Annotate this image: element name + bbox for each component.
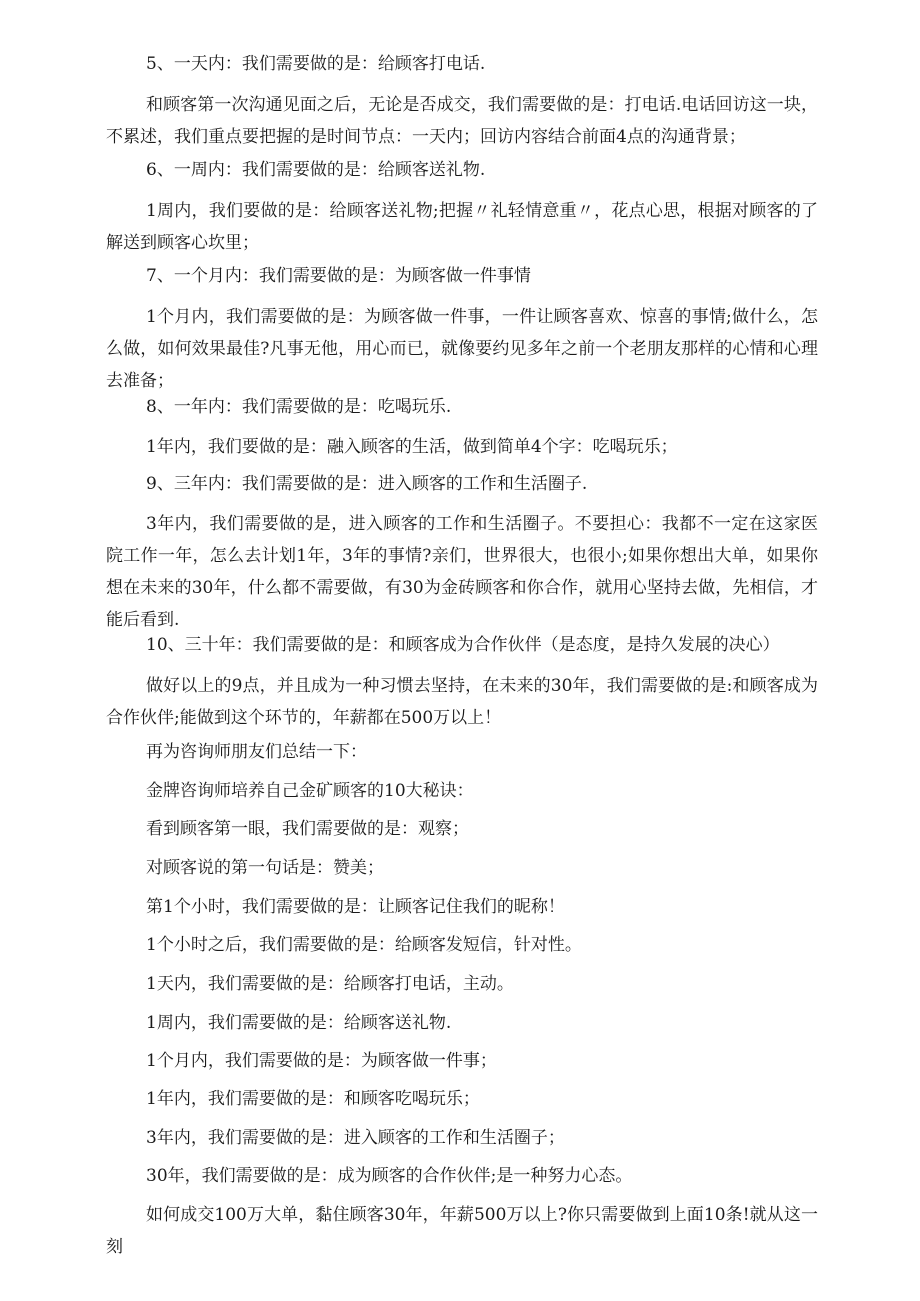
list-item: 30年，我们需要做的是：成为顾客的合作伙伴;是一种努力心态。 [146, 1166, 633, 1186]
list-item: 1个小时之后，我们需要做的是：给顾客发短信，针对性。 [146, 935, 582, 955]
list-item: 1周内，我们需要做的是：给顾客送礼物. [146, 1013, 452, 1033]
paragraph-body: 1个月内，我们需要做的是：为顾客做一件事，一件让顾客喜欢、惊喜的事情;做什么，怎么做，如何效果最佳?凡事无他，用心而已，就像要约见多年之前一个老朋友那样的心情和心理去准备； [106, 307, 818, 391]
list-item: 1年内，我们需要做的是：和顾客吃喝玩乐； [146, 1089, 480, 1109]
paragraph-heading-5: 5、一天内：我们需要做的是：给顾客打电话. [146, 54, 486, 74]
paragraph-closing: 如何成交100万大单，黏住顾客30年，年薪500万以上?你只需要做到上面10条!就从这一刻 [106, 1205, 818, 1257]
list-item: 3年内，我们需要做的是：进入顾客的工作和生活圈子； [146, 1128, 565, 1148]
paragraph-summary-intro: 再为咨询师朋友们总结一下： [146, 742, 367, 762]
list-item: 第1个小时，我们需要做的是：让顾客记住我们的昵称！ [146, 897, 565, 917]
list-item: 看到顾客第一眼，我们需要做的是：观察； [146, 819, 469, 839]
paragraph-body: 做好以上的9点，并且成为一种习惯去坚持，在未来的30年，我们需要做的是:和顾客成为合作伙伴;能做到这个环节的，年薪都在500万以上！ [106, 676, 818, 728]
paragraph-heading-9: 9、三年内：我们需要做的是：进入顾客的工作和生活圈子. [146, 474, 588, 494]
paragraph-heading-10: 10、三十年：我们需要做的是：和顾客成为合作伙伴（是态度，是持久发展的决心） [146, 635, 780, 655]
paragraph-body: 和顾客第一次沟通见面之后，无论是否成交，我们需要做的是：打电话.电话回访这一块，不累述，我们重点要把握的是时间节点：一天内；回访内容结合前面4点的沟通背景； [106, 95, 818, 147]
paragraph-heading-8: 8、一年内：我们需要做的是：吃喝玩乐. [146, 397, 452, 417]
paragraph-body: 1年内，我们要做的是：融入顾客的生活，做到简单4个字：吃喝玩乐； [146, 437, 678, 457]
paragraph-body: 1周内，我们要做的是：给顾客送礼物;把握〃礼轻情意重〃，花点心思，根据对顾客的了解送到顾客心坎里； [106, 201, 818, 253]
list-item: 1天内，我们需要做的是：给顾客打电话，主动。 [146, 974, 514, 994]
list-item: 1个月内，我们需要做的是：为顾客做一件事； [146, 1051, 497, 1071]
paragraph-heading-6: 6、一周内：我们需要做的是：给顾客送礼物. [146, 160, 486, 180]
paragraph-summary-title: 金牌咨询师培养自己金矿顾客的10大秘诀： [146, 781, 474, 801]
paragraph-body: 3年内，我们需要做的是，进入顾客的工作和生活圈子。不要担心：我都不一定在这家医院工作一年，怎么去计划1年，3年的事情?亲们，世界很大，也很小;如果你想出大单，如果你想在未来的30年，什么都不需要做，有30为金砖顾客和你合作，就用心坚持去做，先相信，才能后看到. [106, 514, 818, 630]
list-item: 对顾客说的第一句话是：赞美； [146, 858, 384, 878]
paragraph-heading-7: 7、一个月内：我们需要做的是：为顾客做一件事情 [146, 266, 531, 286]
